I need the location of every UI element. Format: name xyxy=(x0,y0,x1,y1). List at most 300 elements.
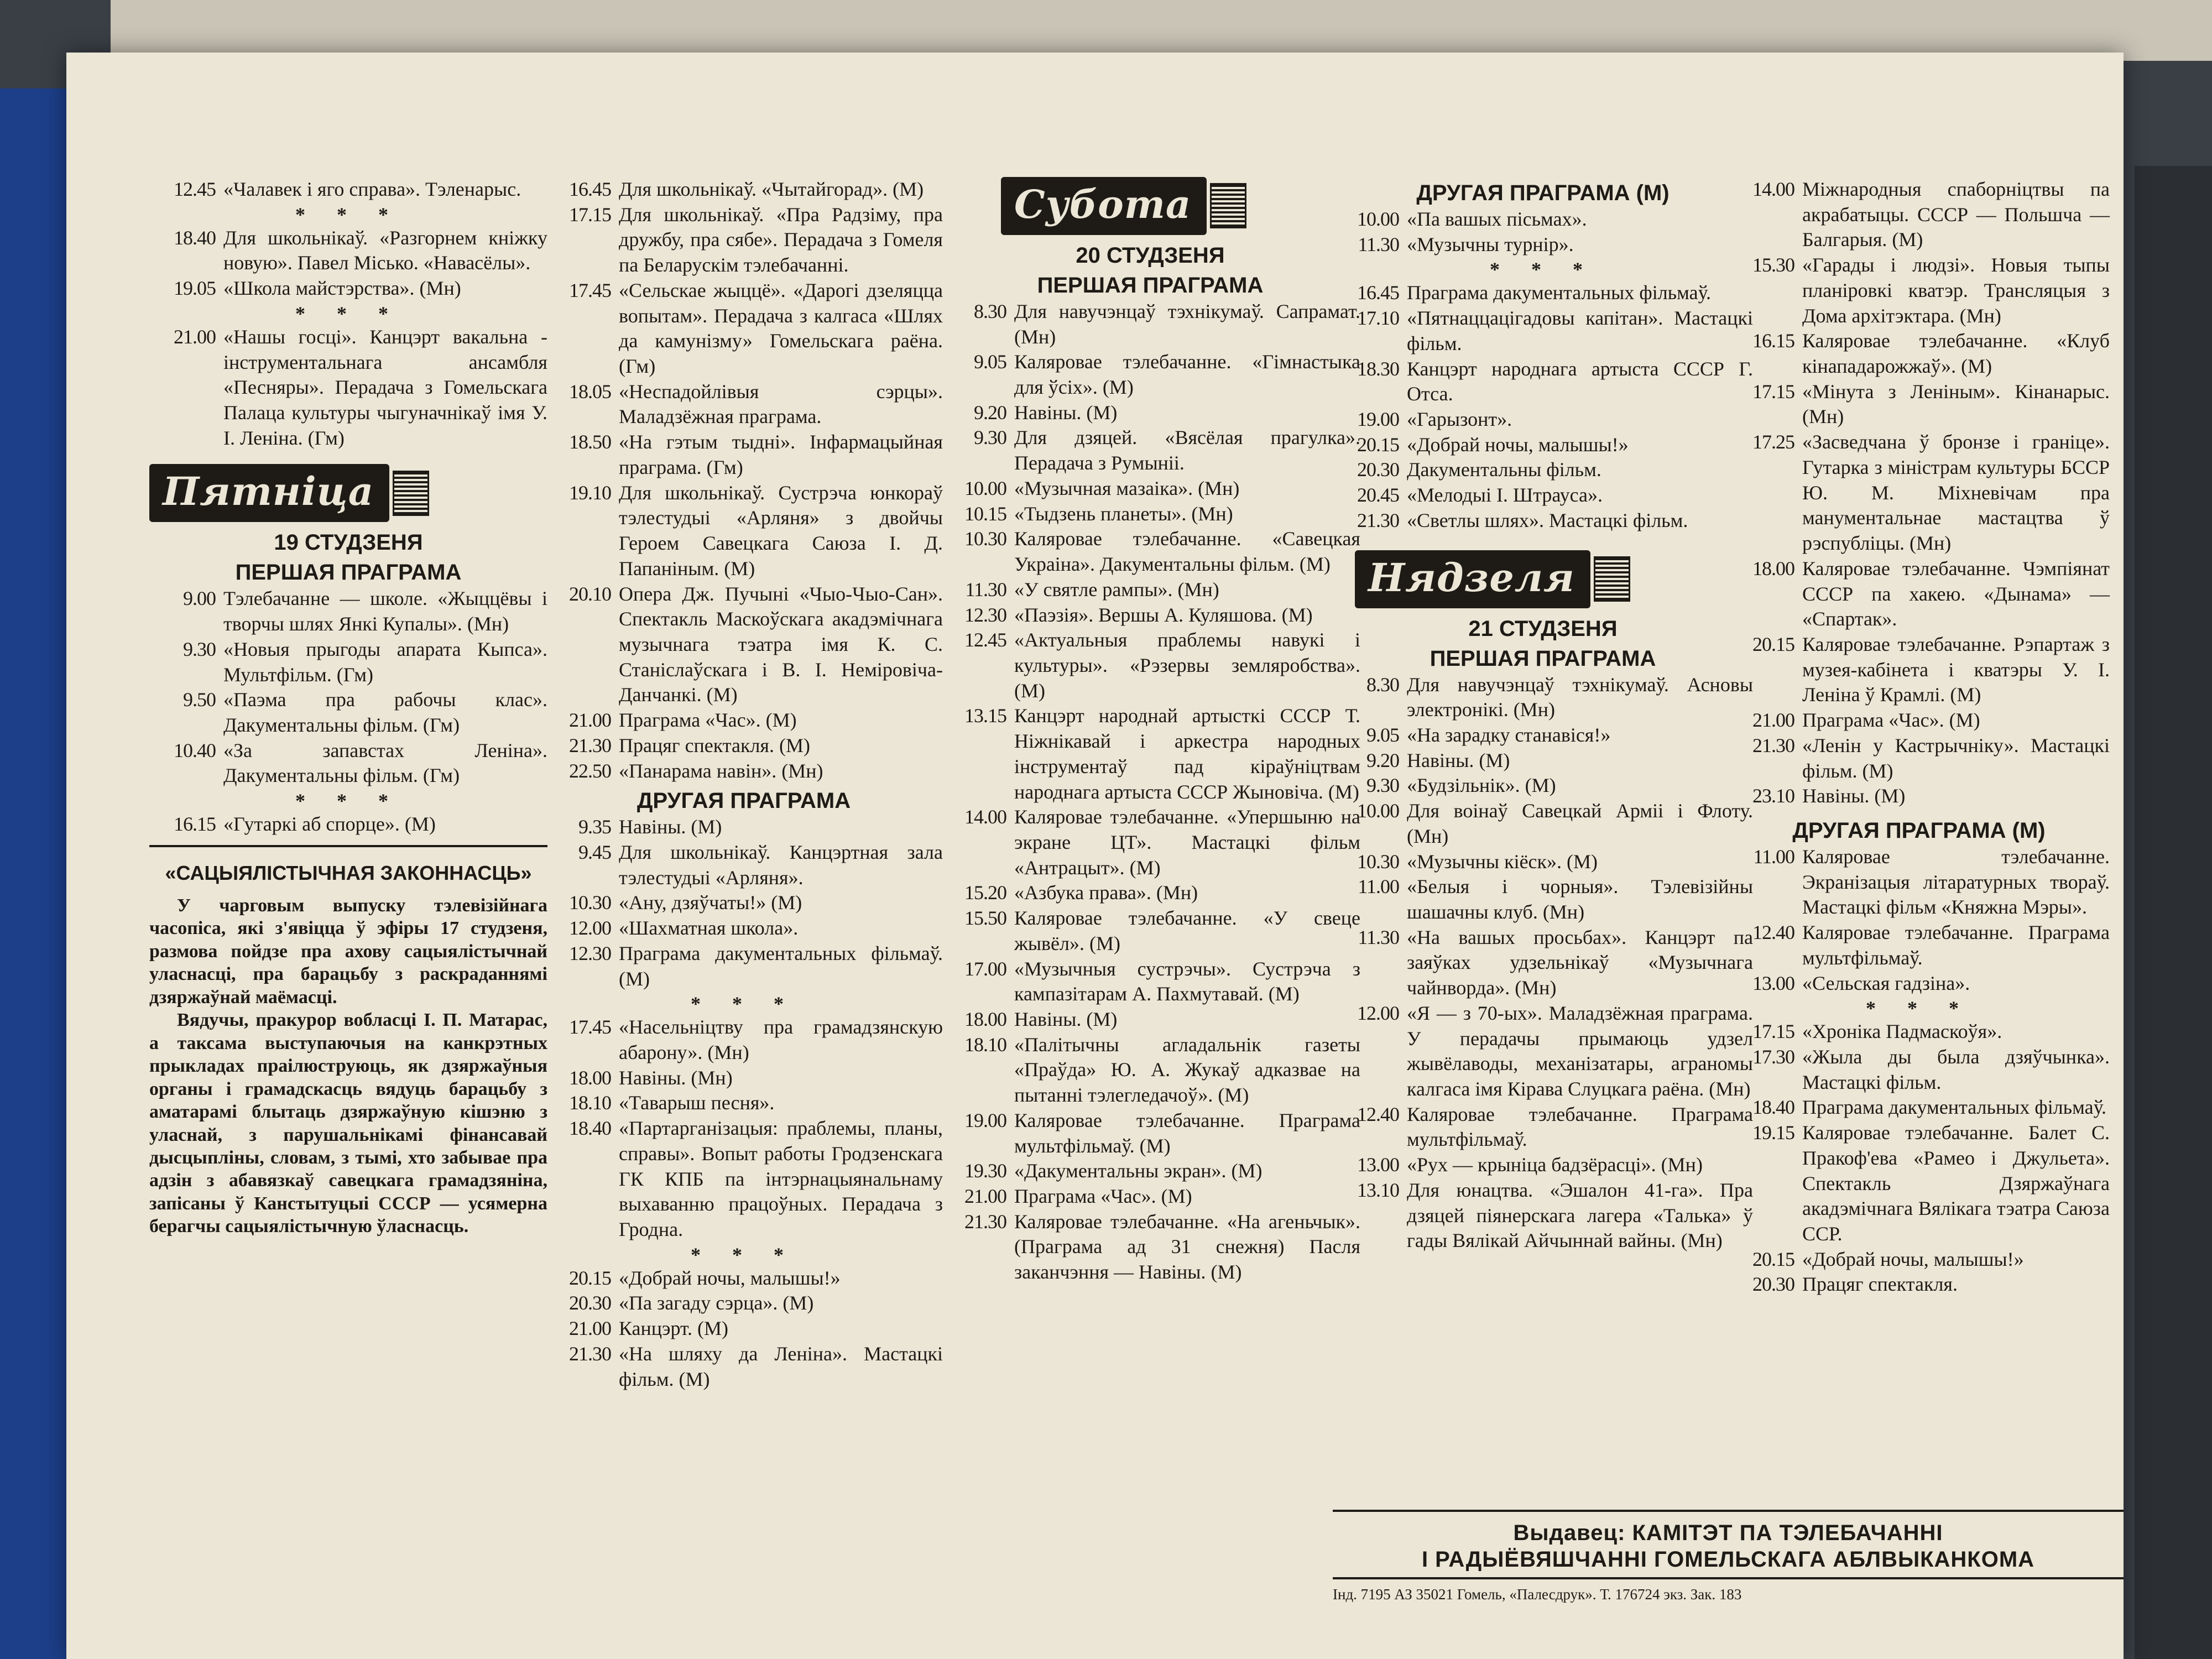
entry-description: Каляровае тэлебачанне. Праграма мультфільмаў. xyxy=(1407,1103,1753,1151)
entry-time: 11.30 xyxy=(965,578,1006,601)
entry-description: Каляровае тэлебачанне. «Гімнастыка для ўсіх». (М) xyxy=(1014,351,1360,399)
program-entry xyxy=(940,957,1360,1007)
entry-time: 8.30 xyxy=(1366,673,1399,696)
program-name: ПЕРШАЯ ПРАГРАМА xyxy=(1430,646,1656,671)
date-line: 20 СТУДЗЕНЯ xyxy=(1076,243,1225,268)
entry-time: 21.30 xyxy=(569,1342,611,1365)
entry-description: Для навучэнцаў тэхнікумаў. Сапрамат. (Мн) xyxy=(1014,300,1360,348)
program-entry xyxy=(1333,874,1753,925)
separator-stars: * * * xyxy=(1490,258,1596,281)
entry-time: 10.40 xyxy=(174,739,216,761)
separator-stars: * * * xyxy=(691,1243,797,1266)
program-entry xyxy=(1728,379,2110,430)
entry-time: 10.00 xyxy=(1357,208,1399,230)
entry-description: «Па вашых пісьмах». xyxy=(1407,208,1587,230)
entry-time: 21.30 xyxy=(964,1210,1006,1233)
program-entry xyxy=(149,226,547,276)
entry-time: 9.05 xyxy=(974,351,1006,373)
entry-time: 18.00 xyxy=(964,1008,1006,1031)
program-entry xyxy=(940,880,1360,906)
entry-description: «Засведчана ў бронзе і граніце». Гутарка з міністрам культуры БССР Ю. М. Міхневічам пра манументальнае мастацтва ў рэспубліцы. (Мн) xyxy=(1802,431,2110,555)
entry-time: 17.45 xyxy=(569,1016,611,1039)
program-entry xyxy=(545,1116,943,1243)
publisher-line: І РАДЫЁВЯШЧАННІ ГОМЕЛЬСКАГА АБЛВЫКАНКОМА xyxy=(1421,1547,2035,1572)
entry-description: «Гутаркі аб спорце». (М) xyxy=(223,813,436,836)
entry-description: «Паэзія». Вершы А. Куляшова. (М) xyxy=(1014,603,1313,626)
program-name: ДРУГАЯ ПРАГРАМА (М) xyxy=(1416,181,1670,205)
entry-description: «Рух — крыніца бадзёрасці». (Мн) xyxy=(1407,1154,1703,1176)
entry-time: 11.00 xyxy=(1358,875,1399,898)
entry-time: 17.15 xyxy=(1752,380,1794,403)
program-name: ПЕРШАЯ ПРАГРАМА xyxy=(1037,273,1264,298)
entry-description: Канцэрт народнага артыста СССР Г. Отса. xyxy=(1407,357,1753,405)
entry-description: Працяг спектакля. (М) xyxy=(619,734,810,757)
entry-time: 10.00 xyxy=(1357,800,1399,822)
sunday-listing-cont xyxy=(1728,177,2110,809)
entry-description: Каляровае тэлебачанне. «Клуб кінападарожжаў». (М) xyxy=(1802,330,2110,378)
divider xyxy=(149,845,547,847)
separator-stars: * * * xyxy=(295,790,401,812)
program-entry xyxy=(1728,920,2110,971)
program-entry xyxy=(545,278,943,379)
program-entry xyxy=(1728,1272,2110,1297)
entry-time: 9.45 xyxy=(578,841,611,863)
divider xyxy=(1333,1510,2124,1512)
program-entry xyxy=(545,815,943,840)
publisher-line: Выдавец: КАМІТЭТ ПА ТЭЛЕБАЧАННІ xyxy=(1513,1521,1943,1545)
entry-description: «За запавстах Леніна». Дакументальны фільм. (Гм) xyxy=(223,739,547,787)
entry-description: «Паэма пра рабочы клас». Дакументальны фільм. (Гм) xyxy=(223,688,547,736)
column-5 xyxy=(1728,177,2110,1297)
entry-description: «Мелодыі І. Штрауса». xyxy=(1407,484,1603,507)
entry-description: «Чалавек і яго справа». Тэленарыс. xyxy=(223,178,521,200)
program-entry xyxy=(545,759,943,784)
friday-end-listing xyxy=(149,177,547,451)
entry-description: Навіны. (Мн) xyxy=(619,1066,733,1089)
entry-time: 21.00 xyxy=(964,1185,1006,1208)
entry-description: Працяг спектакля. xyxy=(1802,1273,1958,1296)
program-entry xyxy=(545,708,943,733)
entry-time: 21.00 xyxy=(569,1317,611,1340)
saturday-header xyxy=(1001,177,1360,235)
entry-description: «Сельскае жыццё». «Дарогі дзеляцца вопытам». Перадача з калгаса «Шлях да камунізму» Гомельскага раёна. (Гм) xyxy=(619,279,943,378)
program-entry xyxy=(149,177,547,202)
program-entry xyxy=(1333,773,1753,799)
friday-program2-listing xyxy=(545,815,943,1392)
entry-time: 21.30 xyxy=(1752,734,1794,757)
entry-description: Праграма дакументальных фільмаў. xyxy=(1407,281,1711,304)
entry-time: 20.15 xyxy=(1752,633,1794,655)
entry-description: Для школьнікаў. «Разгорнем кніжку новую». Павел Місько. «Навасёлы». xyxy=(223,226,547,274)
entry-description: «Музычны кіёск». (М) xyxy=(1407,850,1598,873)
entry-description: «На зарадку станавіся!» xyxy=(1407,723,1611,746)
program-entry xyxy=(940,628,1360,703)
program-entry xyxy=(545,202,943,278)
program-entry xyxy=(940,400,1360,426)
program-entry xyxy=(940,1032,1360,1108)
entry-time: 20.30 xyxy=(569,1292,611,1314)
program-entry xyxy=(1728,1019,2110,1045)
entry-time: 13.00 xyxy=(1752,972,1794,994)
program-entry xyxy=(1728,1095,2110,1120)
entry-description: Каляровае тэлебачанне. Экранізацыя літаратурных твораў. Мастацкі фільм «Княжна Мэры». xyxy=(1802,845,2110,919)
saturday-program2-listing xyxy=(1333,207,1753,534)
program-entry xyxy=(1333,672,1753,723)
entry-time: 20.15 xyxy=(569,1266,611,1289)
entry-description: «Тыдзень планеты». (Мн) xyxy=(1014,502,1233,525)
program-entry xyxy=(940,1007,1360,1032)
program-entry xyxy=(940,906,1360,956)
program-entry xyxy=(545,1342,943,1392)
entry-description: «Будзільнік». (М) xyxy=(1407,774,1556,797)
day-name: Пятніца xyxy=(149,464,389,522)
entry-description: «Нашы госці». Канцэрт вакальна - інструментальнага ансамбля «Песняры». Перадача з Гомельскага Палаца культуры чыгуначнікаў імя У. І. Леніна. (Гм) xyxy=(223,325,547,449)
entry-description: «Школа майстэрства». (Мн) xyxy=(223,277,461,300)
entry-time: 16.15 xyxy=(174,813,216,836)
entry-time: 18.10 xyxy=(569,1092,611,1114)
entry-description: «Новыя прыгоды апарата Кыпса». Мультфільм. (Гм) xyxy=(223,638,547,686)
program-entry xyxy=(545,733,943,759)
entry-description: Каляровае тэлебачанне. «У свеце жывёл». (М) xyxy=(1014,907,1360,954)
entry-description: «Па загаду сэрца». (М) xyxy=(619,1292,814,1314)
entry-description: «Добрай ночы, малышы!» xyxy=(1407,433,1629,456)
entry-time: 10.15 xyxy=(964,502,1006,525)
program-entry xyxy=(545,916,943,941)
program-entry xyxy=(1728,1045,2110,1095)
entry-description: Праграма дакументальных фільмаў. xyxy=(1802,1096,2106,1119)
entry-description: «Мінута з Леніным». Кінанарыс. (Мн) xyxy=(1802,380,2110,428)
entry-time: 13.15 xyxy=(964,705,1006,727)
program-entry xyxy=(149,812,547,837)
entry-description: «Светлы шлях». Мастацкі фільм. xyxy=(1407,509,1688,531)
entry-description: «Таварыш песня». xyxy=(619,1092,775,1114)
entry-time: 23.10 xyxy=(1752,785,1794,807)
entry-time: 18.40 xyxy=(174,226,216,249)
entry-time: 11.30 xyxy=(1358,926,1399,948)
program-entry xyxy=(1728,844,2110,920)
entry-description: «Панарама навін». (Мн) xyxy=(619,759,823,782)
program-entry xyxy=(1333,432,1753,458)
column-3 xyxy=(940,177,1360,1285)
separator-stars: * * * xyxy=(295,302,401,325)
program-entry xyxy=(545,1266,943,1291)
entry-description: Каляровае тэлебачанне. Чэмпіянат СССР па хакею. «Дынама» — «Спартак». xyxy=(1802,557,2110,630)
entry-description: «Азбука права». (Мн) xyxy=(1014,881,1198,904)
hatch-ornament xyxy=(1210,183,1246,228)
entry-description: Для дзяцей. «Вясёлая прагулка». Перадача з Румыніі. xyxy=(1014,426,1360,474)
program-entry xyxy=(1333,1178,1753,1254)
hatch-ornament xyxy=(393,471,429,516)
entry-description: «Ану, дзяўчаты!» (М) xyxy=(619,891,802,914)
entry-description: Навіны. (М) xyxy=(619,816,722,838)
program-entry xyxy=(940,526,1360,577)
program-entry xyxy=(940,1209,1360,1285)
program-entry xyxy=(940,425,1360,476)
entry-description: Для школьнікаў. Канцэртная зала тэлестудыі «Арляня». xyxy=(619,841,943,889)
entry-time: 20.45 xyxy=(1357,484,1399,507)
entry-time: 14.00 xyxy=(964,806,1006,828)
entry-description: Міжнародныя спаборніцтвы па акрабатыцы. СССР — Польшча — Балгарыя. (М) xyxy=(1802,178,2110,251)
entry-time: 13.00 xyxy=(1357,1154,1399,1176)
entry-time: 15.30 xyxy=(1752,254,1794,276)
footer xyxy=(1333,1510,2124,1603)
entry-description: Для навучэнцаў тэхнікумаў. Асновы электронікі. (Мн) xyxy=(1407,673,1753,721)
program-entry xyxy=(1333,357,1753,407)
program-entry xyxy=(545,840,943,890)
entry-time: 19.15 xyxy=(1752,1121,1794,1144)
entry-time: 19.00 xyxy=(964,1109,1006,1131)
day-name: Субота xyxy=(1001,177,1207,235)
entry-description: Праграма дакументальных фільмаў. (М) xyxy=(619,942,943,990)
program-entry xyxy=(1333,925,1753,1001)
entry-description: Каляровае тэлебачанне. Праграма мультфільмаў. (М) xyxy=(1014,1109,1360,1157)
program-entry xyxy=(1333,1001,1753,1102)
program-entry xyxy=(940,577,1360,603)
friday-header xyxy=(149,464,547,522)
column-2 xyxy=(545,177,943,1392)
day-name: Нядзеля xyxy=(1355,550,1590,608)
program-entry xyxy=(1728,784,2110,809)
article-title: «САЦЫЯЛІСТЫЧНАЯ ЗАКОННАСЦЬ» xyxy=(165,861,532,884)
sunday-header xyxy=(1355,550,1753,608)
program-entry xyxy=(545,177,943,202)
entry-time: 20.10 xyxy=(569,582,611,605)
entry-time: 21.00 xyxy=(569,709,611,732)
entry-description: «Шахматная школа». xyxy=(619,917,799,940)
entry-description: Каляровае тэлебачанне. Рэпартаж з музея-кабінета і кватэры У. І. Леніна ў Крамлі. (М) xyxy=(1802,633,2110,706)
entry-description: «Хроніка Падмаскоўя». xyxy=(1802,1020,2002,1043)
program-entry xyxy=(1333,306,1753,356)
entry-description: «Музычны турнір». xyxy=(1407,233,1574,255)
date-line: 19 СТУДЗЕНЯ xyxy=(274,530,423,555)
program-entry xyxy=(545,1091,943,1116)
program-entry xyxy=(1728,971,2110,997)
program-entry xyxy=(1728,1247,2110,1272)
friday-listing xyxy=(149,586,547,837)
entry-time: 9.30 xyxy=(974,426,1006,449)
program-entry xyxy=(1333,723,1753,748)
program-name: ДРУГАЯ ПРАГРАМА (М) xyxy=(1792,818,2046,843)
entry-time: 17.15 xyxy=(569,203,611,226)
entry-description: Навіны. (М) xyxy=(1014,401,1118,424)
entry-time: 12.00 xyxy=(569,917,611,940)
entry-description: Дакументальны фільм. xyxy=(1407,458,1601,481)
program-entry xyxy=(940,299,1360,349)
entry-time: 17.10 xyxy=(1357,307,1399,330)
entry-time: 20.15 xyxy=(1357,433,1399,456)
entry-description: Для школьнікаў. «Чытайгорад». (М) xyxy=(619,178,924,200)
program-entry xyxy=(149,276,547,301)
entry-description: «На вашых просьбах». Канцэрт па заяўках удзельнікаў «Музычнага чайнворда». (Мн) xyxy=(1407,926,1753,999)
entry-description: Праграма «Час». (М) xyxy=(619,709,797,732)
entry-time: 18.00 xyxy=(569,1066,611,1089)
entry-time: 12.40 xyxy=(1752,921,1794,944)
program-entry xyxy=(940,603,1360,628)
entry-description: «Актуальныя праблемы навукі і культуры». «Рэзервы земляробства». (М) xyxy=(1014,629,1360,702)
entry-time: 18.10 xyxy=(964,1033,1006,1056)
imprint: Інд. 7195 АЗ 35021 Гомель, «Палесдрук». Т. 176724 экз. Зак. 183 xyxy=(1333,1586,1742,1603)
program-entry xyxy=(1728,556,2110,632)
entry-time: 18.50 xyxy=(569,431,611,453)
column-1 xyxy=(149,177,547,1238)
program-name: ДРУГАЯ ПРАГРАМА xyxy=(637,789,851,813)
program-entry xyxy=(1333,1102,1753,1152)
program-entry xyxy=(1728,708,2110,733)
program-entry xyxy=(545,1066,943,1091)
entry-time: 9.50 xyxy=(183,688,216,711)
entry-time: 19.30 xyxy=(964,1160,1006,1182)
entry-description: «Жыла ды была дзяўчынка». Мастацкі фільм. xyxy=(1802,1046,2110,1093)
entry-description: «На шляху да Леніна». Мастацкі фільм. (М) xyxy=(619,1342,943,1390)
friday-listing-cont xyxy=(545,177,943,784)
entry-description: «Пятнаццацігадовы капітан». Мастацкі фільм. xyxy=(1407,307,1753,354)
entry-description: Для воінаў Савецкай Арміі і Флоту. (Мн) xyxy=(1407,800,1753,847)
entry-time: 12.00 xyxy=(1357,1001,1399,1024)
program-entry xyxy=(1333,748,1753,774)
program-entry xyxy=(1728,253,2110,328)
program-entry xyxy=(149,637,547,687)
program-entry xyxy=(940,703,1360,805)
entry-time: 17.15 xyxy=(1752,1020,1794,1043)
entry-time: 9.35 xyxy=(578,816,611,838)
entry-time: 13.10 xyxy=(1357,1178,1399,1201)
entry-time: 17.45 xyxy=(569,279,611,301)
entry-time: 10.30 xyxy=(1357,850,1399,873)
entry-description: «Неспадойлівыя сэрцы». Маладзёжная праграма. xyxy=(619,380,943,428)
entry-time: 17.30 xyxy=(1752,1046,1794,1068)
background-right-surface xyxy=(2135,166,2212,1659)
entry-description: «Дакументальны экран». (М) xyxy=(1014,1160,1262,1182)
entry-time: 9.00 xyxy=(183,587,216,610)
entry-description: «Музычныя сустрэчы». Сустрэча з кампазітарам А. Пахмутавай. (М) xyxy=(1014,957,1360,1005)
program-entry xyxy=(545,1316,943,1342)
program-entry xyxy=(545,890,943,916)
entry-time: 16.45 xyxy=(569,178,611,200)
entry-description: Каляровае тэлебачанне. Балет С. Пракоф'ева «Рамео і Джульета». Спектакль Дзяржаўнага акадэмічнага Вялікага тэатра Саюза ССР. xyxy=(1802,1121,2110,1245)
program-entry xyxy=(1333,483,1753,508)
program-entry xyxy=(1333,457,1753,483)
entry-description: Навіны. (М) xyxy=(1014,1008,1118,1031)
entry-description: Тэлебачанне — школе. «Жыццёвы і творчы шлях Янкі Купалы». (Мн) xyxy=(223,587,547,635)
entry-description: «Добрай ночы, малышы!» xyxy=(619,1266,841,1289)
article xyxy=(149,860,547,1238)
entry-time: 18.05 xyxy=(569,380,611,403)
program-entry xyxy=(1333,508,1753,534)
program-entry xyxy=(940,476,1360,502)
entry-time: 11.00 xyxy=(1753,845,1794,868)
entry-description: Праграма «Час». (М) xyxy=(1802,709,1980,732)
program-entry xyxy=(545,941,943,992)
entry-description: Каляровае тэлебачанне. Праграма мультфільмаў. xyxy=(1802,921,2110,969)
entry-description: Навіны. (М) xyxy=(1407,749,1510,771)
entry-description: «На гэтым тыдні». Інфармацыйная праграма. (Гм) xyxy=(619,431,943,478)
entry-time: 17.00 xyxy=(964,957,1006,980)
entry-description: «Партарганізацыя: праблемы, планы, справы». Вопыт работы Гродзенскага ГК КПБ па інтэрнацыянальнаму выхаванню працоўных. Перадача з Гродна. xyxy=(619,1117,943,1241)
entry-description: Праграма «Час». (М) xyxy=(1014,1185,1192,1208)
entry-time: 21.00 xyxy=(1752,709,1794,732)
entry-description: «Ленін у Кастрычніку». Мастацкі фільм. (М) xyxy=(1802,734,2110,782)
program-entry xyxy=(1333,280,1753,306)
entry-time: 19.10 xyxy=(569,481,611,504)
entry-description: Каляровае тэлебачанне. «Савецкая Украіна». Дакументальны фільм. (М) xyxy=(1014,528,1360,576)
entry-description: «Сельская гадзіна». xyxy=(1802,972,1970,994)
program-entry xyxy=(940,1159,1360,1184)
entry-time: 10.30 xyxy=(964,528,1006,550)
entry-description: «Я — з 70-ых». Маладзёжная праграма. У перадачы прымаюць удзел жывёлаводы, механізатары, аграномы калгаса імя Кірава Слуцкага раёна. (Мн) xyxy=(1407,1001,1753,1100)
entry-description: «Белыя і чорныя». Тэлевізійны шашачны клуб. (Мн) xyxy=(1407,875,1753,923)
entry-time: 20.30 xyxy=(1357,458,1399,481)
program-entry xyxy=(1728,632,2110,708)
entry-time: 20.30 xyxy=(1752,1273,1794,1296)
entry-time: 21.00 xyxy=(174,325,216,348)
program-entry xyxy=(940,349,1360,400)
hatch-ornament xyxy=(1594,556,1630,602)
entry-time: 11.30 xyxy=(1358,233,1399,255)
entry-time: 18.30 xyxy=(1357,357,1399,380)
entry-time: 12.45 xyxy=(174,178,216,200)
saturday-listing xyxy=(940,299,1360,1285)
entry-time: 12.30 xyxy=(569,942,611,964)
entry-time: 9.05 xyxy=(1366,723,1399,746)
entry-description: «Гарады і людзі». Новыя тыпы планіровкі кватэр. Трансляцыя з Дома архітэктара. (Мн) xyxy=(1802,254,2110,327)
entry-description: Каляровае тэлебачанне. «Упершыню на экране ЦТ». Мастацкі фільм «Антрацыт». (М) xyxy=(1014,806,1360,879)
program-entry xyxy=(545,481,943,582)
program-entry xyxy=(1333,407,1753,432)
program-entry xyxy=(545,379,943,430)
program-entry xyxy=(149,586,547,637)
program-entry xyxy=(940,805,1360,880)
article-paragraph: У чарговым выпуску тэлевізійнага часопіса, які з'явіцца ў эфіры 17 студзеня, размова пойдзе пра ахову сацыялістычнай уласнасці, пра барацьбу з раскраданнямі дзяржаўнай маёмасці. xyxy=(149,895,547,1008)
program-entry xyxy=(940,502,1360,527)
program-entry xyxy=(1333,232,1753,258)
column-4 xyxy=(1333,177,1753,1254)
entry-description: Для юнацтва. «Эшалон 41-га». Пра дзяцей піянерскага лагера «Талька» ў гады Вялікай Айчыннай вайны. (Мн) xyxy=(1407,1178,1753,1252)
entry-time: 19.05 xyxy=(174,277,216,300)
sunday-listing xyxy=(1333,672,1753,1254)
program-entry xyxy=(1333,207,1753,232)
entry-description: «Палітычны агладальнік газеты «Праўда» Ю. А. Жукаў адказвае на пытанні тэлегледачоў». (М) xyxy=(1014,1033,1360,1107)
separator-stars: * * * xyxy=(691,993,797,1015)
program-entry xyxy=(1728,328,2110,379)
entry-time: 12.40 xyxy=(1357,1103,1399,1125)
entry-description: «Гарызонт». xyxy=(1407,408,1512,431)
entry-time: 18.40 xyxy=(569,1117,611,1140)
entry-description: Канцэрт. (М) xyxy=(619,1317,729,1340)
program-entry xyxy=(149,738,547,789)
program-entry xyxy=(940,1108,1360,1159)
program-entry xyxy=(1728,430,2110,556)
program-entry xyxy=(545,582,943,708)
program-entry xyxy=(149,687,547,738)
entry-description: Канцэрт народнай артысткі СССР Т. Ніжнікавай і аркестра народных інструментаў пад кіраўніцтвам народнага артыста СССР Жыновіча. (М) xyxy=(1014,705,1360,803)
entry-time: 17.25 xyxy=(1752,431,1794,453)
entry-time: 12.45 xyxy=(964,629,1006,651)
entry-time: 15.50 xyxy=(964,907,1006,930)
program-entry xyxy=(149,325,547,451)
newspaper-page xyxy=(66,53,2124,1659)
entry-description: Опера Дж. Пучыні «Чыо-Чыо-Сан». Спектакль Маскоўскага акадэмічнага музычнага тэатра імя К. С. Станіслаўскага і В. І. Неміровіча-Данчанкі. (М) xyxy=(619,582,943,706)
entry-time: 18.00 xyxy=(1752,557,1794,580)
program-entry xyxy=(940,1184,1360,1209)
entry-description: Для школьнікаў. «Пра Радзіму, пра дружбу, пра сябе». Перадача з Гомеля па Беларускім тэлебачанні. xyxy=(619,203,943,276)
program-entry xyxy=(545,1015,943,1065)
separator-stars: * * * xyxy=(295,203,401,226)
entry-time: 9.30 xyxy=(183,638,216,660)
program-entry xyxy=(1728,177,2110,253)
entry-time: 18.40 xyxy=(1752,1096,1794,1119)
background-top-surface xyxy=(111,0,2212,61)
entry-time: 10.30 xyxy=(569,891,611,914)
